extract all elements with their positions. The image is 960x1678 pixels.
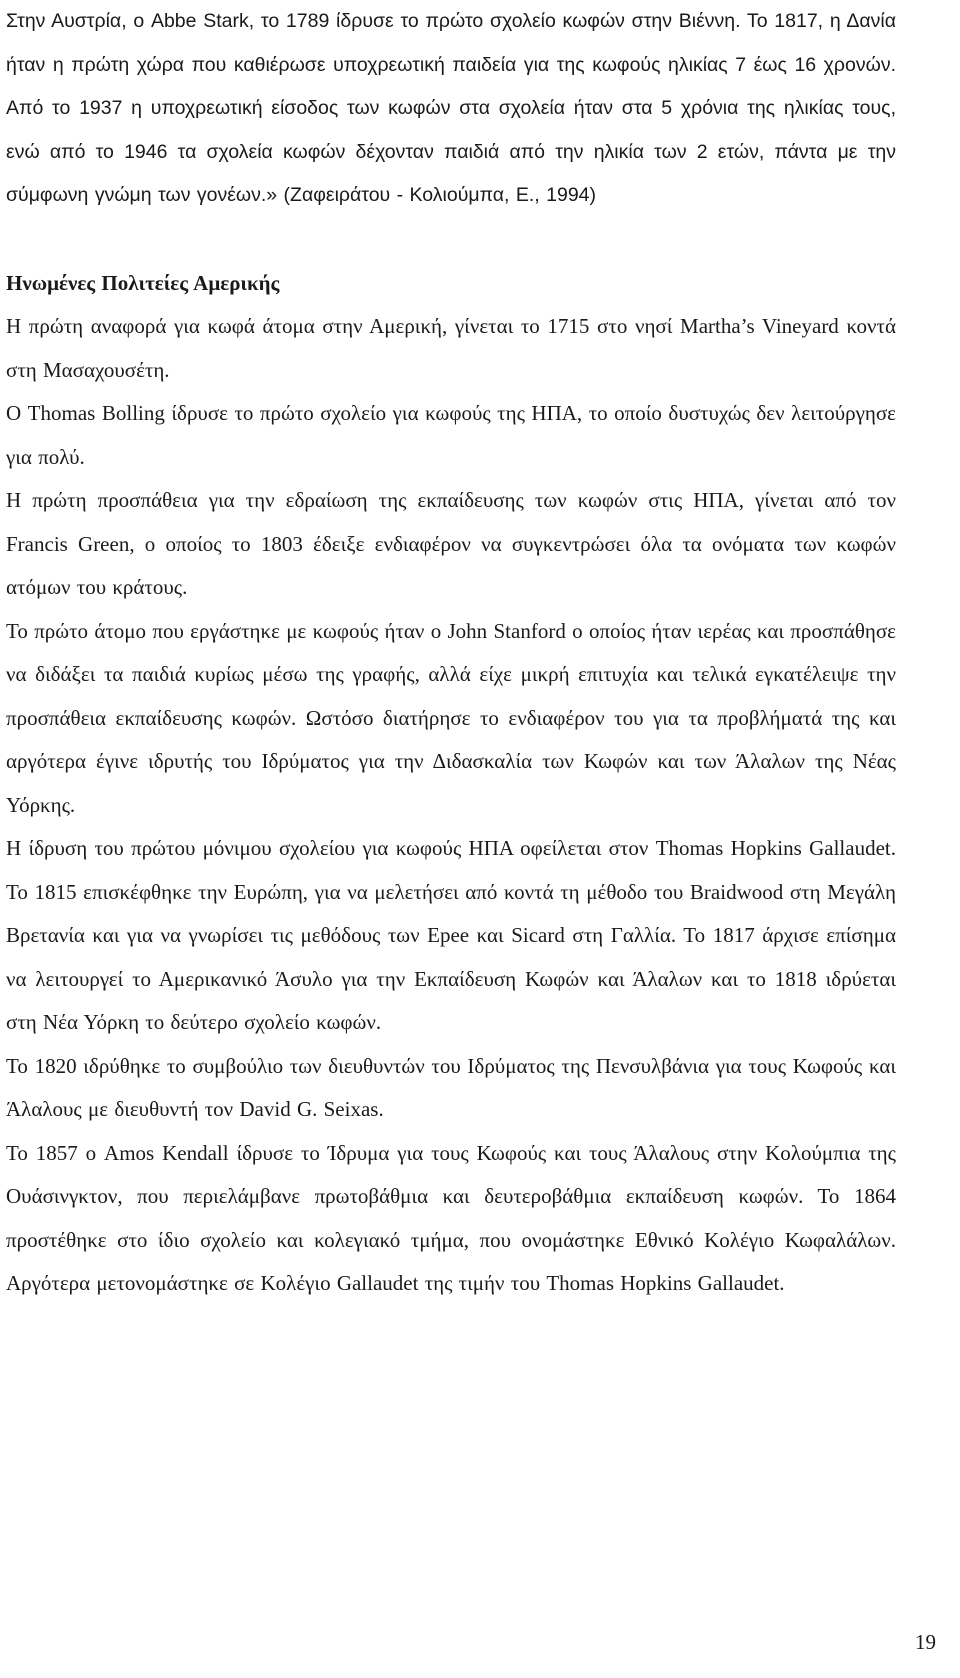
paragraph-martha-vineyard: Η πρώτη αναφορά για κωφά άτομα στην Αμερική, γίνεται το 1715 στο νησί Martha’s Vineyard κοντά στη Μασαχουσέτη. bbox=[6, 314, 896, 382]
paragraph-john-stanford: Το πρώτο άτομο που εργάστηκε με κωφούς ήταν ο John Stanford ο οποίος ήταν ιερέας και προσπάθησε να διδάξει τα παιδιά κυρίως μέσω της γραφής, αλλά είχε μικρή επιτυχία και τελικά εγκατέλειψε την προσπάθεια εκπαίδευσης κωφών. Ωστόσο διατήρησε το ενδιαφέρον του για τα προβλήματά της και αργότερα έγινε ιδρυτής του Ιδρύματος για την Διδασκαλία των Κωφών και των Άλαλων της Νέας Υόρκης. bbox=[6, 618, 896, 817]
paragraph-amos-kendall: Το 1857 ο Amos Kendall ίδρυσε το Ίδρυμα για τους Κωφούς και τους Άλαλους στην Κολούμπια της Ουάσινγκτον, που περιελάμβανε πρωτοβάθμια και δευτεροβάθμια εκπαίδευση κωφών. Το 1864 προστέθηκε στο ίδιο σχολείο και κολεγιακό τμήμα, που ονομάστηκε Εθνικό Κολέγιο Κωφαλάλων. Αργότερα μετονομάστηκε σε Κολέγιο Gallaudet της τιμήν του Thomas Hopkins Gallaudet. bbox=[6, 1140, 896, 1295]
paragraph-thomas-bolling: Ο Thomas Bolling ίδρυσε το πρώτο σχολείο για κωφούς της ΗΠΑ, το οποίο δυστυχώς δεν λειτούργησε για πολύ. bbox=[6, 401, 896, 469]
paragraph-francis-green: Η πρώτη προσπάθεια για την εδραίωση της εκπαίδευσης των κωφών στις ΗΠΑ, γίνεται από τον Francis Green, ο οποίος το 1803 έδειξε ενδιαφέρον να συγκεντρώσει όλα τα ονόματα των κωφών ατόμων του κράτους. bbox=[6, 488, 896, 599]
page-number: 19 bbox=[915, 1630, 936, 1654]
paragraph-pennsylvania: Το 1820 ιδρύθηκε το συμβούλιο των διευθυντών του Ιδρύματος της Πενσυλβάνια για τους Κωφούς και Άλαλους με διευθυντή τον David G. Seixas. bbox=[6, 1053, 896, 1121]
document-page bbox=[6, 0, 896, 1306]
paragraph-gallaudet: Η ίδρυση του πρώτου μόνιμου σχολείου για κωφούς ΗΠΑ οφείλεται στον Thomas Hopkins Gallaudet. Το 1815 επισκέφθηκε την Ευρώπη, για να μελετήσει από κοντά τη μέθοδο του Braidwood στη Μεγάλη Βρετανία και για να γνωρίσει τις μεθόδους των Epee και Sicard στη Γαλλία. Το 1817 άρχισε επίσημα να λειτουργεί το Αμερικανικό Άσυλο για την Εκπαίδευση Κωφών και Άλαλων και το 1818 ιδρύεται στη Νέα Υόρκη το δεύτερο σχολείο κωφών. bbox=[6, 836, 896, 1034]
section-heading: Ηνωμένες Πολιτείες Αμερικής bbox=[6, 270, 280, 295]
intro-paragraph: Στην Αυστρία, ο Abbe Stark, το 1789 ίδρυσε το πρώτο σχολείο κωφών στην Βιέννη. Το 1817, η Δανία ήταν η πρώτη χώρα που καθιέρωσε υποχρεωτική παιδεία για της κωφούς ηλικίας 7 έως 16 χρονών. Από το 1937 η υποχρεωτική είσοδος των κωφών στα σχολεία ήταν στα 5 χρόνια της ηλικίας τους, ενώ από το 1946 τα σχολεία κωφών δέχονταν παιδιά από την ηλικία των 2 ετών, πάντα με την σύμφωνη γνώμη των γονέων.» (Ζαφειράτου - Κολιούμπα, Ε., 1994) bbox=[6, 10, 896, 206]
